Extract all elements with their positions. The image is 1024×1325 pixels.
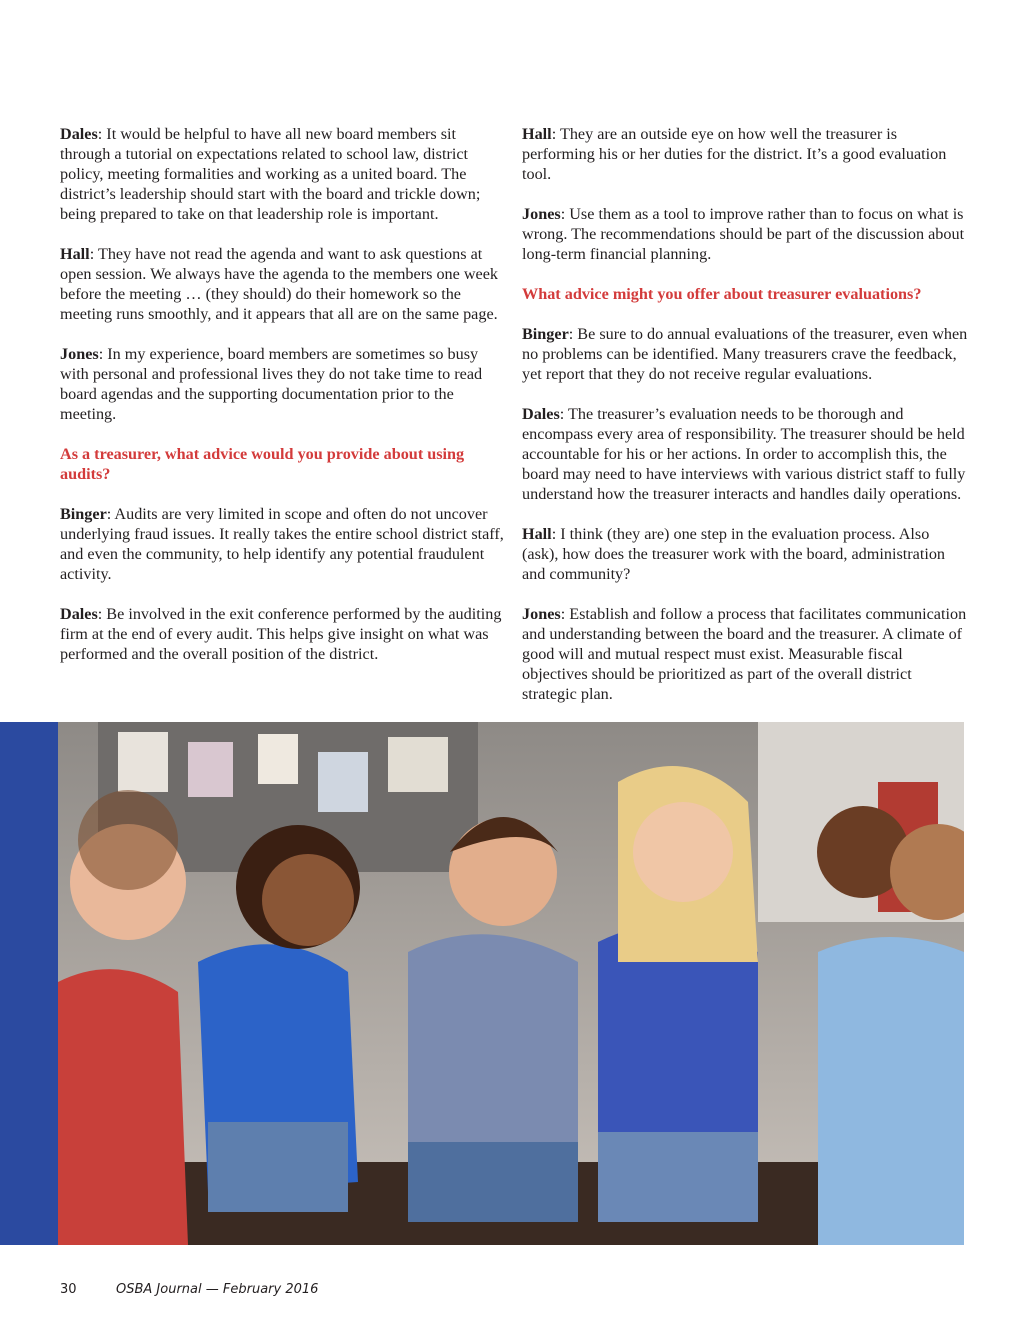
left-column [60,124,506,664]
question-heading-audits: As a treasurer, what advice would you provide about using audits? [60,445,465,483]
speaker-name: Jones [522,205,561,223]
paragraph-text: : Use them as a tool to improve rather than to focus on what is wrong. The recommendations should be part of the discussion about long-term financial planning. [522,205,965,263]
student-jeans [408,1142,578,1222]
speaker-name: Hall [60,245,90,263]
student-jeans [208,1122,348,1212]
paragraph-text: : The treasurer’s evaluation needs to be thorough and encompass every area of responsibility. The treasurer should be held accountable for his or her actions. In order to accomplish this, the board may need to have interviews with various district staff to fully understand how the treasurer interacts and handles daily operations. [522,405,966,503]
paragraph-text: : They are an outside eye on how well the treasurer is performing his or her duties for the district. It’s a good evaluation tool. [522,125,947,183]
paragraph-dales-2 [60,604,506,664]
student-hair [78,790,178,890]
speaker-name: Dales [60,605,98,623]
student-shirt [58,969,188,1245]
paragraph-hall-3 [522,524,968,584]
speaker-name: Jones [60,345,99,363]
paragraph-text: : Establish and follow a process that facilitates communication and understanding between the board and the treasurer. A climate of good will and mutual respect must exist. Measurable fiscal objectives should be prioritized as part of the overall district strategic plan. [522,605,967,703]
students-photo [58,722,964,1245]
poster [258,734,298,784]
student-jeans [598,1132,758,1222]
paragraph-jones-3 [522,604,968,704]
page-number: 30 [60,1282,77,1297]
poster [118,732,168,792]
student-shirt [818,937,964,1245]
question-heading-evaluations: What advice might you offer about treasurer evaluations? [522,285,922,303]
speaker-name: Jones [522,605,561,623]
paragraph-text: : Audits are very limited in scope and often do not uncover underlying fraud issues. It really takes the entire school district staff, and even the community, to help identify any potential fraudulent activity. [60,505,504,583]
right-column [522,124,968,704]
paragraph-jones-2 [522,204,968,264]
poster [188,742,233,797]
publication-info: OSBA Journal — February 2016 [116,1282,319,1297]
paragraph-text: : In my experience, board members are sometimes so busy with personal and professional lives they do not take time to read board agendas and the supporting documentation prior to the meeting. [60,345,483,423]
page-footer [60,1282,318,1297]
poster [318,752,368,812]
paragraph-dales-1 [60,124,506,224]
student-face [262,854,354,946]
paragraph-text: : I think (they are) one step in the evaluation process. Also (ask), how does the treasurer work with the board, administration and community? [522,525,946,583]
paragraph-hall-1 [60,244,506,324]
student-face [633,802,733,902]
paragraph-hall-2 [522,124,968,184]
speaker-name: Dales [522,405,560,423]
paragraph-text: : Be sure to do annual evaluations of the treasurer, even when no problems can be identified. Many treasurers crave the feedback, yet report that they do not receive regular evaluations. [522,325,968,383]
poster [388,737,448,792]
speaker-name: Binger [60,505,107,523]
paragraph-text: : They have not read the agenda and want to ask questions at open session. We always have the agenda to the members one week before the meeting … (they should) do their homework so the meeting runs smoothly, and it appears that all are on the same page. [60,245,499,323]
speaker-name: Hall [522,525,552,543]
paragraph-text: : Be involved in the exit conference performed by the auditing firm at the end of every audit. This helps give insight on what was performed and the overall position of the district. [60,605,502,663]
paragraph-dales-3 [522,404,968,504]
paragraph-binger-2 [522,324,968,384]
speaker-name: Hall [522,125,552,143]
speaker-name: Binger [522,325,569,343]
paragraph-binger-1 [60,504,506,584]
paragraph-text: : It would be helpful to have all new board members sit through a tutorial on expectations related to school law, district policy, meeting formalities and working as a united board. The district’s leadership should start with the board and trickle down; being prepared to take on that leadership role is important. [60,125,481,223]
speaker-name: Dales [60,125,98,143]
students-photo-illustration [58,722,964,1245]
paragraph-jones-1 [60,344,506,424]
blue-accent-band [0,722,58,1245]
